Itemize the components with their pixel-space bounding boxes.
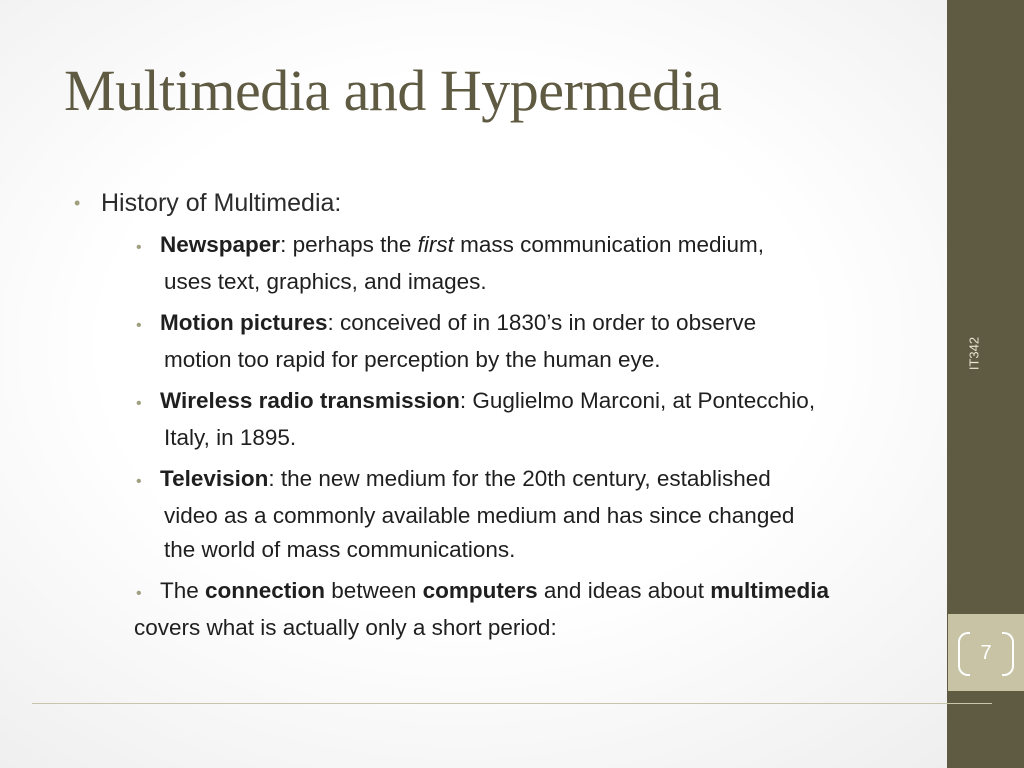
sub-bullet-connection: [134, 574, 904, 645]
item-text: : perhaps the: [280, 232, 418, 257]
item-continuation: video as a commonly available medium and has since changed: [164, 503, 795, 528]
item-continuation: uses text, graphics, and images.: [164, 269, 487, 294]
bullet-dot-icon: •: [136, 239, 142, 256]
sub-bullet-motion-pictures: [134, 306, 904, 377]
term-newspaper: Newspaper: [160, 232, 281, 257]
emphasis-first: first: [417, 232, 454, 257]
page-number: 7: [980, 642, 992, 664]
item-text: mass communication medium,: [453, 232, 765, 257]
slide-content: [74, 186, 904, 652]
item-continuation: covers what is actually only a short period:: [134, 615, 557, 640]
slide-title: Multimedia and Hypermedia: [64, 58, 722, 123]
item-text: : Guglielmo Marconi, at Pontecchio,: [459, 388, 816, 413]
term-wireless-radio: Wireless radio transmission: [160, 388, 460, 413]
item-text: : the new medium for the 20th century, established: [268, 466, 771, 491]
bullet-dot-icon: •: [136, 317, 142, 334]
history-heading: History of Multimedia:: [101, 189, 342, 217]
bullet-dot-icon: •: [74, 193, 81, 213]
term-multimedia: multimedia: [710, 578, 830, 603]
item-continuation: the world of mass communications.: [164, 537, 516, 562]
bullet-history: [74, 186, 904, 220]
item-text: between: [325, 578, 423, 603]
page-number-box: [948, 614, 1024, 691]
footer-divider: [32, 703, 992, 704]
item-continuation: motion too rapid for perception by the human eye.: [164, 347, 661, 372]
item-continuation: Italy, in 1895.: [164, 425, 297, 450]
item-text: : conceived of in 1830’s in order to observe: [327, 310, 757, 335]
term-television: Television: [160, 466, 269, 491]
term-motion-pictures: Motion pictures: [160, 310, 328, 335]
sub-bullet-newspaper: [134, 228, 904, 299]
item-text: and ideas about: [537, 578, 711, 603]
bullet-dot-icon: •: [136, 395, 142, 412]
sub-bullet-television: [134, 462, 904, 567]
term-connection: connection: [205, 578, 326, 603]
bullet-dot-icon: •: [136, 473, 142, 490]
bullet-dot-icon: •: [136, 585, 142, 602]
term-computers: computers: [422, 578, 538, 603]
course-code-label: IT342: [966, 336, 982, 371]
sub-bullet-wireless-radio: [134, 384, 904, 455]
item-text: The: [160, 578, 206, 603]
